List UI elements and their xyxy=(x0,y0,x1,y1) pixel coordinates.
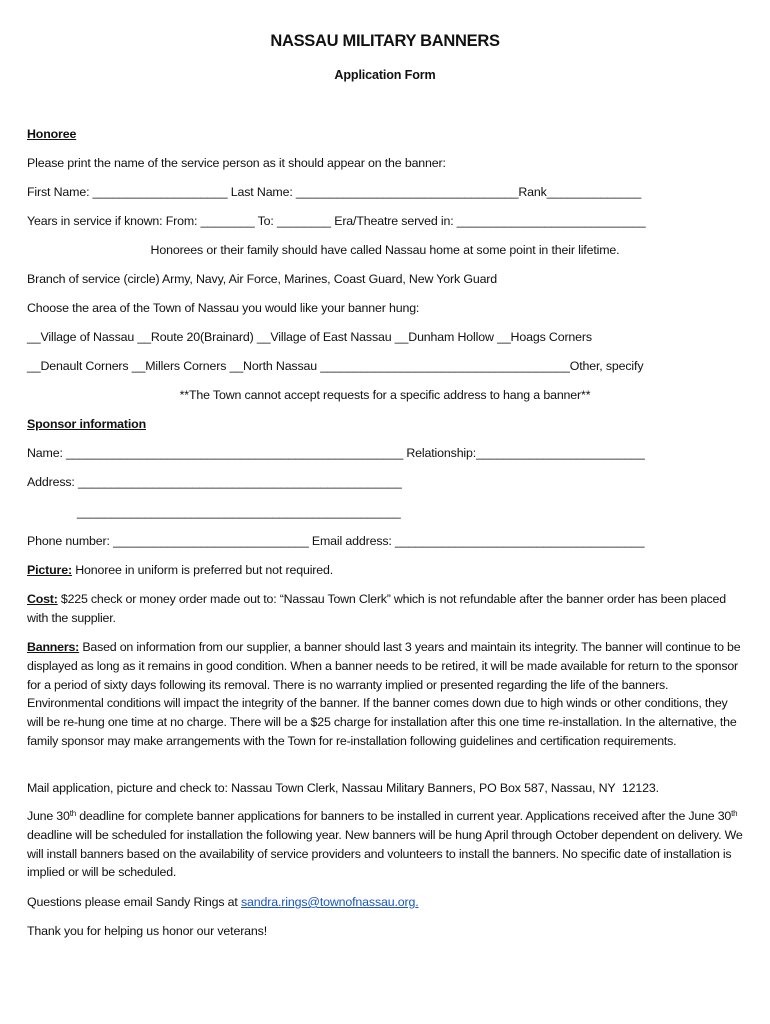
page-title: NASSAU MILITARY BANNERS xyxy=(270,32,500,50)
deadline-text-1: June 30 xyxy=(27,809,70,823)
residency-note: Honorees or their family should have called Nassau home at some point in their lifetime. xyxy=(150,243,620,257)
cost-section xyxy=(27,590,743,628)
honoree-heading: Honoree xyxy=(27,127,77,141)
banners-text: Based on information from our supplier, a banner should last 3 years and maintain its integrity. The banner will continue to be displayed as long as it remains in good condition. When a banner needs to be retired, it will be made available for return to the sponsor for a period of sixty days following its removal. There is no warranty implied or presented regarding the life of the banners. Environmental conditions will impact the integrity of the banner. If the banner comes down due to high winds or other conditions, they will be re-hung one time at no charge. There will be a $25 charge for installation after this one time re-installation. In the alternative, the family sponsor may make arrangements with the Town for re-installation following guidelines and certification requirements. xyxy=(27,640,741,748)
sponsor-name-fields[interactable]: Name: __________________________________________________ Relationship:_________________________ xyxy=(27,446,645,460)
deadline-text-2: deadline for complete banner applications for banners to be installed in current year. Applications received after the June 30 xyxy=(75,809,732,823)
cost-text: $225 check or money order made out to: “Nassau Town Clerk” which is not refundable after the banner order has been placed with the supplier. xyxy=(27,592,726,625)
questions-line xyxy=(27,896,419,908)
deadline-sup-2: th xyxy=(731,809,738,818)
area-options-row-2[interactable]: __Denault Corners __Millers Corners __North Nassau _____________________________________Other, specify xyxy=(27,359,644,373)
cost-label: Cost: xyxy=(27,592,58,606)
picture-label: Picture: xyxy=(27,563,72,577)
branch-of-service-line[interactable]: Branch of service (circle) Army, Navy, Air Force, Marines, Coast Guard, New York Guard xyxy=(27,272,498,286)
email-link-period: . xyxy=(415,895,419,909)
sponsor-heading: Sponsor information xyxy=(27,417,146,431)
picture-text: Honoree in uniform is preferred but not required. xyxy=(71,563,334,577)
deadline-sup-1: th xyxy=(69,809,76,818)
service-years-fields[interactable]: Years in service if known: From: ________ To: ________ Era/Theatre served in: ____________________________ xyxy=(27,214,646,228)
address-notice: **The Town cannot accept requests for a specific address to hang a banner** xyxy=(179,388,591,402)
area-prompt: Choose the area of the Town of Nassau you would like your banner hung: xyxy=(27,301,420,315)
page-subtitle: Application Form xyxy=(334,68,436,82)
sponsor-address-field-1[interactable]: Address: ________________________________________________ xyxy=(27,475,402,489)
sponsor-address-field-2[interactable]: ________________________________________________ xyxy=(77,505,401,519)
contact-email-link[interactable]: sandra.rings@townofnassau.org xyxy=(241,895,416,909)
questions-text: Questions please email Sandy Rings at xyxy=(27,895,242,909)
sponsor-contact-fields[interactable]: Phone number: _____________________________ Email address: _____________________________________ xyxy=(27,534,645,548)
banners-label: Banners: xyxy=(27,640,80,654)
mail-instructions: Mail application, picture and check to: Nassau Town Clerk, Nassau Military Banners, PO Box 587, Nassau, NY 12123. xyxy=(27,781,659,795)
banners-section xyxy=(27,638,743,751)
honoree-instruction: Please print the name of the service person as it should appear on the banner: xyxy=(27,156,446,170)
picture-section xyxy=(27,564,333,576)
deadline-text-3: deadline will be scheduled for installation the following year. New banners will be hung April through October dependent on delivery. We will install banners based on the availability of service providers and volunteers to install the banners. No specific date of installation is implied or will be scheduled. xyxy=(27,827,743,880)
area-options-row-1[interactable]: __Village of Nassau __Route 20(Brainard) __Village of East Nassau __Dunham Hollow __Hoags Corners xyxy=(27,330,592,344)
deadline-section xyxy=(27,807,743,882)
closing-line: Thank you for helping us honor our veterans! xyxy=(27,924,267,938)
honoree-name-fields[interactable]: First Name: ____________________ Last Name: _________________________________Rank______________ xyxy=(27,185,642,199)
